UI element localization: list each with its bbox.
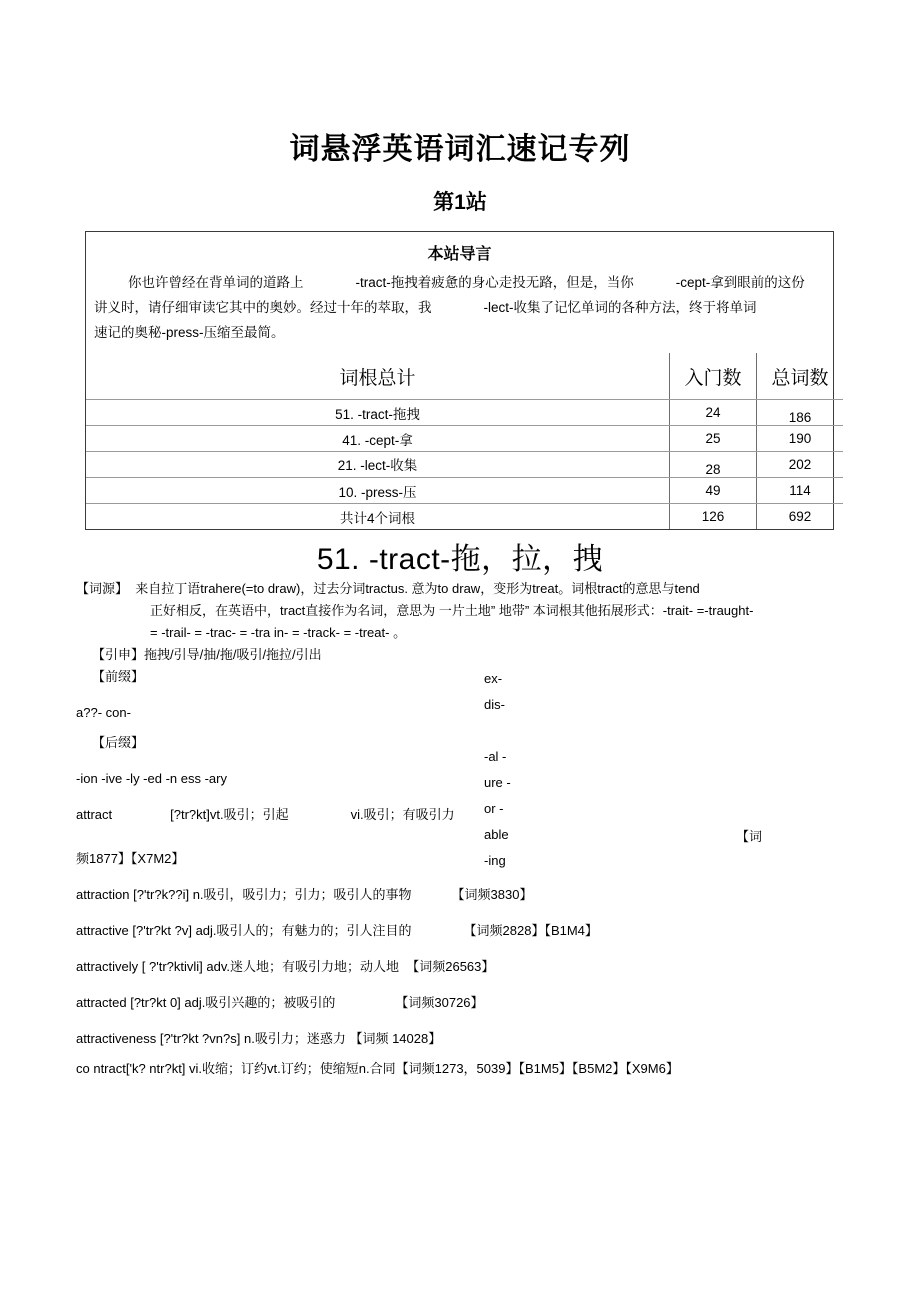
roots-stats-table xyxy=(86,353,843,529)
right-affix-spacer xyxy=(484,718,604,744)
word-text: attract xyxy=(76,807,113,822)
table-header-row xyxy=(86,353,843,400)
word-entry-main-line xyxy=(76,920,866,942)
spacer xyxy=(76,906,866,920)
right-affix-item: ex- xyxy=(484,671,503,686)
prefix-left-list: a??- con- xyxy=(76,705,131,720)
root-heading: 51. -tract-拖，拉，拽 xyxy=(316,543,604,576)
cell-root-name: 21. -lect-收集 xyxy=(86,451,670,477)
guide-and-stats-box xyxy=(85,231,834,530)
cell-root-name: 10. -press-压 xyxy=(86,478,670,504)
affix-zone xyxy=(76,666,866,1080)
word-freq: 【词频30726】 xyxy=(395,995,484,1010)
word-text: attraction xyxy=(76,887,130,902)
word-freq: 【词频3830】 xyxy=(451,887,533,902)
etymology-text-1: 来自拉丁语trahere(=to draw)，过去分词tractus. 意为to draw，变形为treat。词根tract的意思与tend xyxy=(135,581,700,596)
word-sense-1: vt.吸引；引起 xyxy=(209,807,289,822)
spacer xyxy=(76,978,866,992)
right-affix-item: ure - xyxy=(484,775,511,790)
etymology-line-2: 正好相反，在英语中，tract直接作为名词，意思为 一片土地” 地带” 本词根其他拓展形式：-trait- =-traught- xyxy=(150,603,754,618)
cell-entry-count: 25 xyxy=(670,426,757,452)
guide-heading: 本站导言 xyxy=(427,246,492,263)
col-header-root-total: 词根总计 xyxy=(86,353,670,400)
suffix-label: 【后缀】 xyxy=(92,735,145,750)
spacer xyxy=(76,790,866,804)
word-phonetic: [?'tr?k??i] xyxy=(133,887,190,902)
word-entry-main-line xyxy=(76,804,866,826)
spacer xyxy=(76,724,866,732)
word-entry-contract xyxy=(76,1058,866,1080)
word-freq: 【词频1273，5039】【B1M5】【B5M2】【X9M6】 xyxy=(395,1061,679,1076)
word-entry-main-line xyxy=(76,884,866,906)
guide-line-3: 速记的奥秘-press-压缩至最简。 xyxy=(94,325,285,340)
cell-total-count: 114 xyxy=(757,478,844,504)
word-phonetic: [?'tr?kt ?vn?s] xyxy=(159,1031,241,1046)
word-freq-part-2: 频1877】【X7M2】 xyxy=(76,851,185,866)
etymology-line-1 xyxy=(76,578,866,600)
guide-line-1-part-c: -cept-拿到眼前的这份 xyxy=(675,275,805,290)
word-entry-main-line xyxy=(76,956,866,978)
spacer xyxy=(76,1050,866,1058)
cell-root-name: 51. -tract-拖拽 xyxy=(86,400,670,426)
stats-table-body xyxy=(86,400,843,530)
word-text: attractively xyxy=(76,959,139,974)
word-phonetic: ['k? ntr?kt] xyxy=(125,1061,186,1076)
right-affix-item: -al - xyxy=(484,749,507,764)
word-entry-attract xyxy=(76,804,866,870)
guide-line-2 xyxy=(94,295,825,320)
etymology-line-3: = -trail- = -trac- = -tra in- = -track- = -treat- 。 xyxy=(150,625,407,640)
table-row xyxy=(86,400,843,426)
word-text: attractiveness xyxy=(76,1031,157,1046)
table-row xyxy=(86,426,843,452)
word-freq: 【词频 14028】 xyxy=(349,1031,442,1046)
spacer xyxy=(76,942,866,956)
word-phonetic: [ ?'tr?ktivli] xyxy=(141,959,203,974)
cell-total-count: 186 xyxy=(757,405,844,431)
word-sense: adv.迷人地；有吸引力地；动人地 xyxy=(206,959,399,974)
spacer xyxy=(76,688,866,702)
cell-entry-count: 24 xyxy=(670,400,757,426)
stats-table-head xyxy=(86,353,843,400)
etymology-label: 【词源】 xyxy=(76,581,129,596)
word-phonetic: [?tr?kt 0] xyxy=(130,995,181,1010)
prefix-label: 【前缀】 xyxy=(92,669,145,684)
word-text: attractive xyxy=(76,923,129,938)
page-title: 词悬浮英语词汇速记专列 xyxy=(289,133,631,166)
suffix-left-list: -ion -ive -ly -ed -n ess -ary xyxy=(76,771,227,786)
table-row xyxy=(86,504,843,530)
guide-line-1-part-a: 你也许曾经在背单词的道路上 xyxy=(128,275,304,290)
word-entry-attractive xyxy=(76,920,866,942)
word-text: co ntract xyxy=(76,1061,126,1076)
word-freq: 【词频2828】【B1M4】 xyxy=(463,923,598,938)
word-sense: vi.收缩；订约vt.订约；使缩短n.合同 xyxy=(189,1061,396,1076)
word-sense: n.吸引，吸引力；引力；吸引人的事物 xyxy=(192,887,412,902)
word-freq-part-1: 【词 xyxy=(735,829,762,844)
spacer xyxy=(76,870,866,884)
cell-total-count: 692 xyxy=(757,504,844,530)
cell-root-name: 41. -cept-拿 xyxy=(86,426,670,452)
word-phonetic: [?tr?kt] xyxy=(170,807,210,822)
right-affix-item: or - xyxy=(484,801,504,816)
col-header-entry-count: 入门数 xyxy=(670,353,757,400)
right-affix-item: dis- xyxy=(484,697,505,712)
right-affix-item: -ing xyxy=(484,853,506,868)
affix-right-column xyxy=(484,666,604,874)
word-entry-attractively xyxy=(76,956,866,978)
cell-root-name: 共计4个词根 xyxy=(86,504,670,530)
guide-line-1-part-b: -tract-拖拽着疲惫的身心走投无路，但是，当你 xyxy=(355,275,634,290)
cell-entry-count: 126 xyxy=(670,504,757,530)
guide-line-2-part-a: 讲义时，请仔细审读它其中的奥妙。经过十年的萃取，我 xyxy=(94,300,432,315)
word-sense: adj.吸引人的；有魅力的；引人注目的 xyxy=(195,923,412,938)
col-header-total-count: 总词数 xyxy=(757,353,844,400)
table-row xyxy=(86,452,843,478)
word-entry-main-line xyxy=(76,1028,866,1050)
right-affix-item: able xyxy=(484,827,509,842)
word-entry-attraction xyxy=(76,884,866,906)
extension-line: 【引申】拖拽/引导/抽/拖/吸引/拖拉/引出 xyxy=(92,647,322,662)
cell-total-count: 190 xyxy=(757,426,844,452)
word-phonetic: [?'tr?kt ?v] xyxy=(132,923,192,938)
spacer xyxy=(76,754,866,768)
word-entry-main-line xyxy=(76,1058,866,1080)
word-sense: adj.吸引兴趣的；被吸引的 xyxy=(184,995,336,1010)
cell-total-count: 202 xyxy=(757,452,844,478)
word-entry-main-line xyxy=(76,992,866,1014)
word-text: attracted xyxy=(76,995,127,1010)
word-sense-2: vi.吸引；有吸引力 xyxy=(350,807,455,822)
cell-entry-count: 28 xyxy=(670,457,757,483)
guide-line-1 xyxy=(94,270,825,295)
cell-entry-count: 49 xyxy=(670,478,757,504)
guide-line-2-part-b: -lect-收集了记忆单词的各种方法，终于将单词 xyxy=(483,300,757,315)
guide-body xyxy=(86,270,833,353)
root-content xyxy=(76,578,866,1080)
station-subtitle: 第1站 xyxy=(433,191,487,214)
word-freq: 【词频26563】 xyxy=(406,959,495,974)
word-sense: n.吸引力；迷惑力 xyxy=(243,1031,346,1046)
spacer xyxy=(76,1014,866,1028)
word-entry-attracted xyxy=(76,992,866,1014)
word-entry-attractiveness xyxy=(76,1028,866,1050)
